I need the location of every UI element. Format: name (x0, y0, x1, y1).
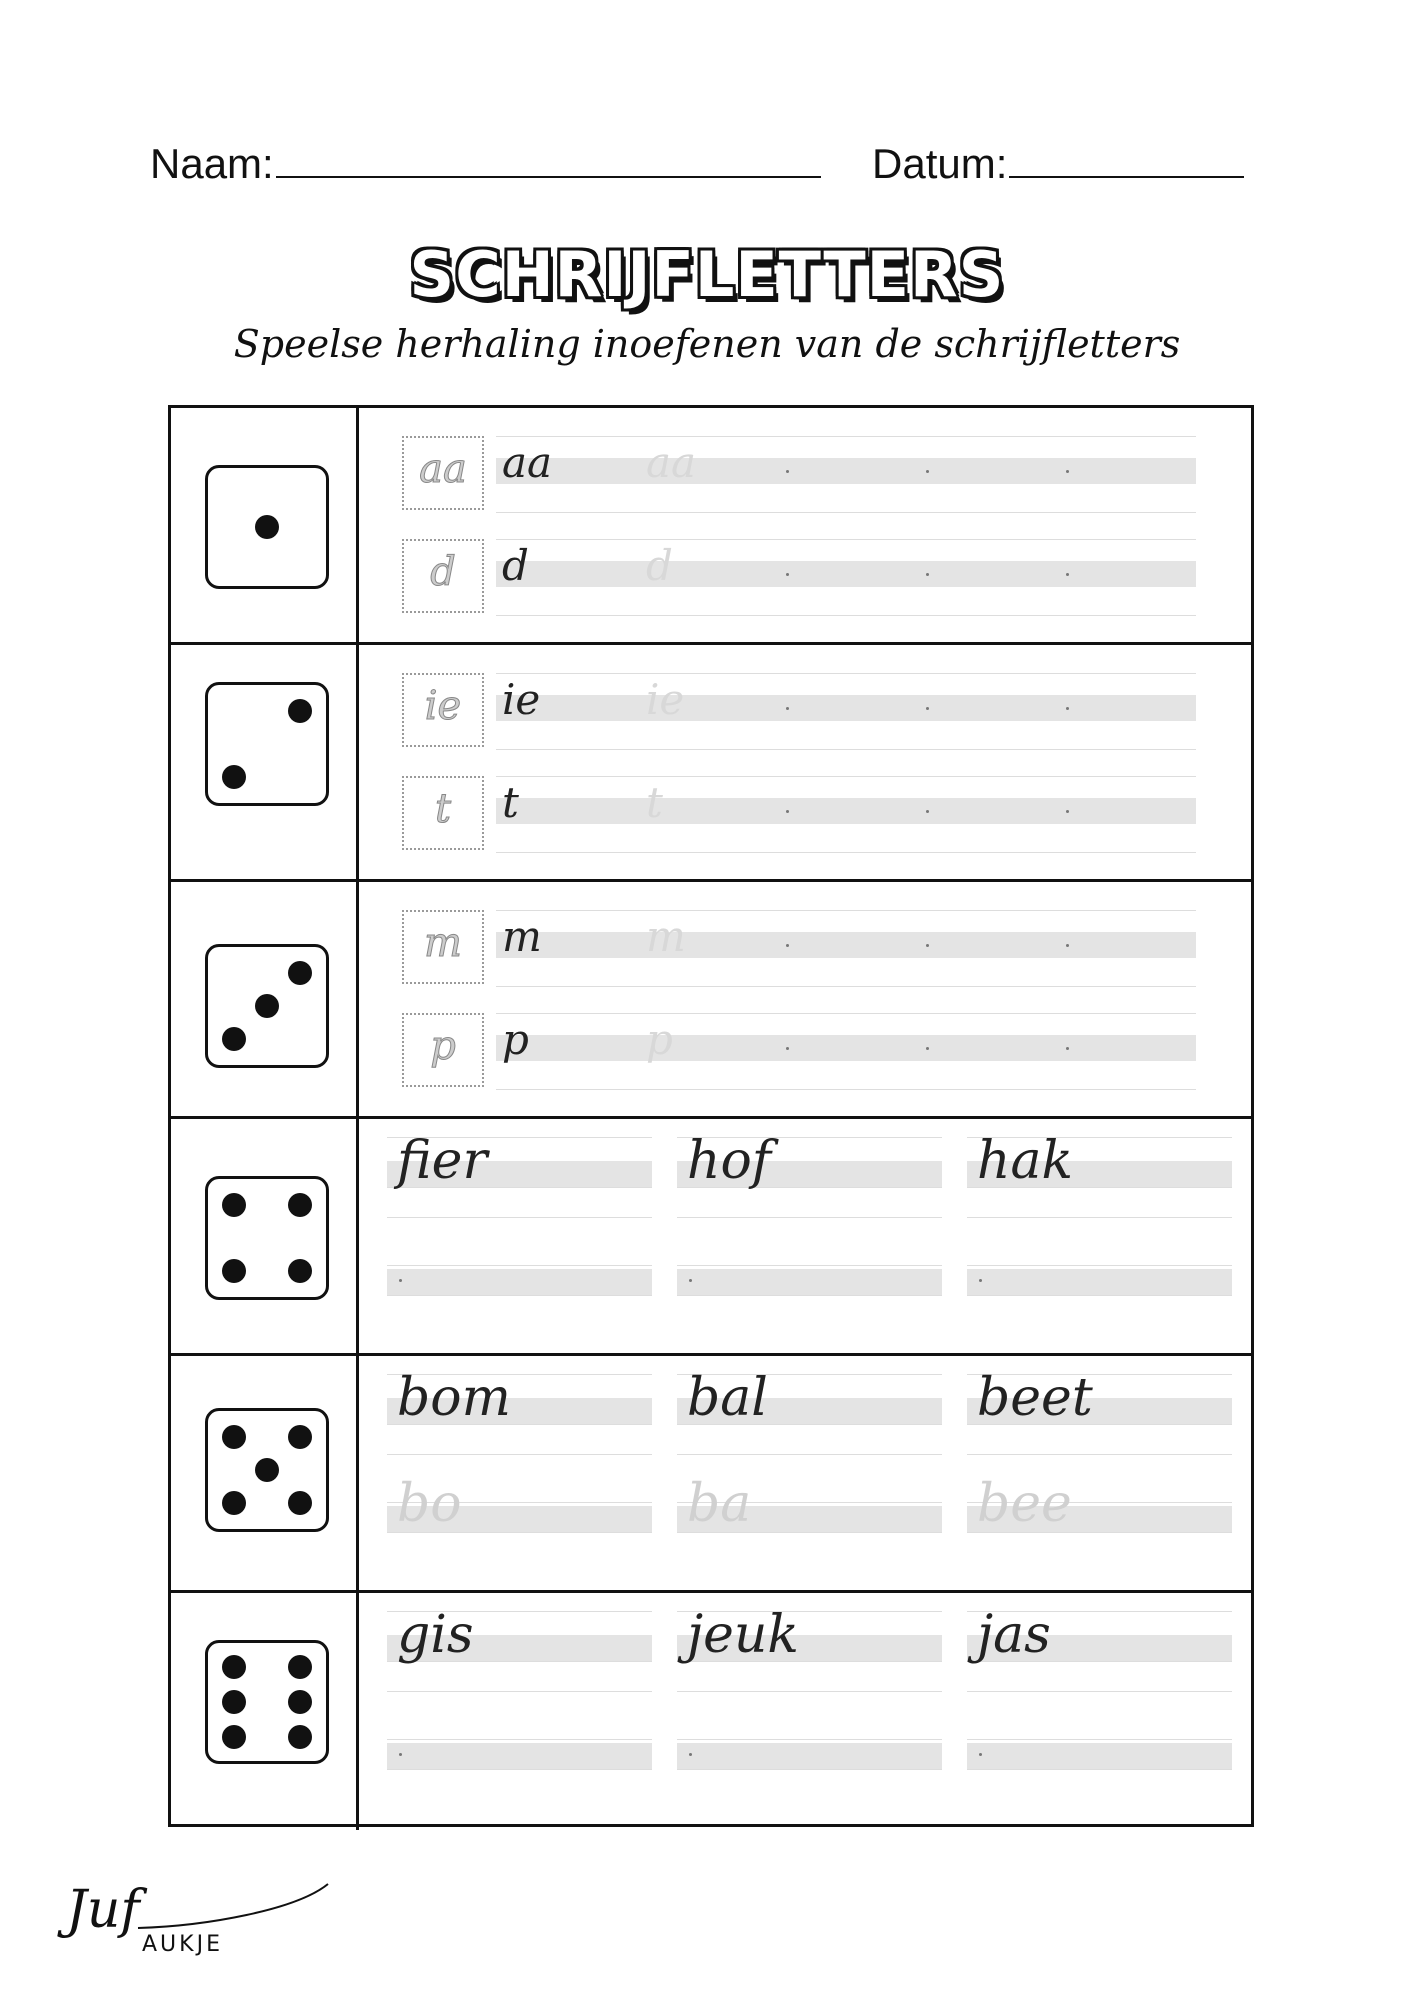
trace-word: ba (687, 1474, 752, 1534)
page-title: SCHRIJFLETTERS (409, 238, 1005, 311)
letter-sample: p (502, 1015, 529, 1064)
trace-word: bee (977, 1474, 1072, 1534)
die-pip (222, 1655, 246, 1679)
start-dot (1066, 1047, 1069, 1050)
writing-guide-line (496, 539, 1196, 540)
die-pip (288, 1259, 312, 1283)
word-practice-column[interactable] (967, 1368, 1232, 1584)
writing-guide-line (496, 932, 1196, 958)
writing-guide-line (496, 673, 1196, 674)
word-practice-column[interactable] (677, 1368, 942, 1584)
die-5-icon (205, 1408, 329, 1532)
letter-model: ie (424, 683, 462, 729)
letter-practice-line (402, 1013, 1222, 1113)
die-1-icon (205, 465, 329, 589)
word-practice-column[interactable] (677, 1605, 942, 1821)
writing-guide-line (496, 749, 1196, 750)
writing-guide-line (387, 1217, 652, 1218)
practice-word: bal (687, 1368, 768, 1428)
letter-sample: d (502, 541, 529, 590)
writing-guide-line (387, 1769, 652, 1770)
writing-guide-line (496, 910, 1196, 911)
letter-model-box (402, 539, 484, 613)
letter-practice-line (402, 436, 1222, 536)
writing-guide-line (967, 1739, 1232, 1740)
start-dot (786, 707, 789, 710)
practice-content (362, 645, 1251, 879)
writing-track[interactable] (496, 776, 1196, 856)
practice-grid (168, 405, 1254, 1827)
die-pip (222, 765, 246, 789)
start-dot (979, 1753, 982, 1756)
writing-guide-line (967, 1217, 1232, 1218)
die-pip (288, 1491, 312, 1515)
date-label: Datum: (872, 140, 1008, 187)
date-field[interactable] (872, 140, 1244, 188)
letter-trace: d (646, 541, 673, 590)
letter-model: d (430, 549, 456, 595)
word-practice-column[interactable] (967, 1605, 1232, 1821)
writing-guide-line (677, 1265, 942, 1266)
writing-guide-line (387, 1691, 652, 1692)
writing-guide-line (496, 1035, 1196, 1061)
practice-word: hak (977, 1131, 1074, 1191)
start-dot (786, 944, 789, 947)
die-pip (222, 1193, 246, 1217)
writing-track[interactable] (496, 1013, 1196, 1093)
writing-guide-line (967, 1691, 1232, 1692)
writing-band (677, 1743, 942, 1769)
practice-word: beet (977, 1368, 1093, 1428)
start-dot (1066, 573, 1069, 576)
letter-model: m (424, 920, 462, 966)
practice-row (171, 1119, 1251, 1356)
practice-word: jas (977, 1605, 1051, 1665)
start-dot (1066, 707, 1069, 710)
start-dot (399, 1753, 402, 1756)
writing-guide-line (677, 1454, 942, 1455)
word-practice-column[interactable] (967, 1131, 1232, 1347)
practice-row (171, 645, 1251, 882)
letter-trace: aa (646, 438, 697, 487)
die-pip (288, 961, 312, 985)
letter-sample: ie (502, 675, 541, 724)
start-dot (926, 707, 929, 710)
die-pip (222, 1425, 246, 1449)
die-pip (222, 1027, 246, 1051)
writing-guide-line (496, 695, 1196, 721)
start-dot (399, 1279, 402, 1282)
die-cell (171, 1593, 359, 1830)
logo-script: Juf (66, 1880, 140, 1940)
practice-word: hof (687, 1131, 772, 1191)
page-subtitle: Speelse herhaling inoefenen van de schrijfletters (233, 322, 1181, 366)
letter-model: t (434, 786, 452, 832)
start-dot (689, 1753, 692, 1756)
die-cell (171, 408, 359, 642)
name-field[interactable] (150, 140, 821, 188)
writing-guide-line (496, 1089, 1196, 1090)
writing-guide-line (387, 1295, 652, 1296)
start-dot (926, 573, 929, 576)
writing-track[interactable] (496, 539, 1196, 619)
writing-guide-line (677, 1217, 942, 1218)
die-cell (171, 645, 359, 879)
start-dot (1066, 810, 1069, 813)
letter-model: p (430, 1023, 456, 1069)
practice-word: fier (397, 1131, 488, 1191)
start-dot (786, 1047, 789, 1050)
practice-content (362, 882, 1251, 1116)
letter-model-box (402, 673, 484, 747)
practice-row (171, 408, 1251, 645)
letter-practice-line (402, 910, 1222, 1010)
writing-guide-line (677, 1739, 942, 1740)
practice-content (362, 1593, 1251, 1830)
die-pip (222, 1491, 246, 1515)
writing-guide-line (496, 512, 1196, 513)
die-pip (288, 699, 312, 723)
practice-content (362, 408, 1251, 642)
writing-guide-line (496, 776, 1196, 777)
writing-guide-line (496, 852, 1196, 853)
start-dot (786, 573, 789, 576)
writing-band (387, 1269, 652, 1295)
letter-trace: p (646, 1015, 673, 1064)
start-dot (926, 810, 929, 813)
writing-guide-line (967, 1454, 1232, 1455)
die-pip (222, 1725, 246, 1749)
word-practice-column[interactable] (387, 1368, 652, 1584)
start-dot (979, 1279, 982, 1282)
start-dot (1066, 944, 1069, 947)
writing-guide-line (496, 1013, 1196, 1014)
practice-row (171, 882, 1251, 1119)
die-cell (171, 1356, 359, 1590)
writing-guide-line (496, 561, 1196, 587)
start-dot (926, 470, 929, 473)
letter-model-box (402, 776, 484, 850)
writing-band (387, 1743, 652, 1769)
word-practice-column[interactable] (387, 1131, 652, 1347)
writing-guide-line (387, 1739, 652, 1740)
writing-band (967, 1269, 1232, 1295)
writing-guide-line (677, 1691, 942, 1692)
practice-word: gis (397, 1605, 474, 1665)
writing-track[interactable] (496, 910, 1196, 990)
writing-guide-line (677, 1295, 942, 1296)
writing-guide-line (496, 798, 1196, 824)
die-3-icon (205, 944, 329, 1068)
letter-practice-line (402, 776, 1222, 876)
writing-guide-line (496, 615, 1196, 616)
letter-practice-line (402, 673, 1222, 773)
die-pip (222, 1259, 246, 1283)
letter-model-box (402, 1013, 484, 1087)
logo-text: AUKJE (142, 1932, 223, 1957)
practice-word: jeuk (687, 1605, 799, 1665)
die-pip (288, 1690, 312, 1714)
letter-sample: m (502, 912, 542, 961)
start-dot (689, 1279, 692, 1282)
die-cell (171, 1119, 359, 1353)
letter-trace: ie (646, 675, 685, 724)
writing-band (967, 1743, 1232, 1769)
letter-model: aa (419, 446, 467, 492)
die-cell (171, 882, 359, 1116)
die-pip (255, 515, 279, 539)
start-dot (1066, 470, 1069, 473)
writing-guide-line (496, 986, 1196, 987)
date-line[interactable] (1009, 140, 1244, 178)
letter-sample: t (502, 778, 519, 827)
die-pip (255, 1458, 279, 1482)
writing-guide-line (496, 458, 1196, 484)
die-pip (222, 1690, 246, 1714)
start-dot (786, 810, 789, 813)
name-label: Naam: (150, 140, 274, 187)
die-pip (288, 1193, 312, 1217)
writing-guide-line (677, 1769, 942, 1770)
practice-row (171, 1593, 1251, 1830)
practice-content (362, 1119, 1251, 1353)
writing-guide-line (387, 1454, 652, 1455)
writing-guide-line (496, 436, 1196, 437)
letter-model-box (402, 910, 484, 984)
practice-word: bom (397, 1368, 511, 1428)
writing-band (677, 1269, 942, 1295)
start-dot (926, 1047, 929, 1050)
writing-track[interactable] (496, 436, 1196, 516)
die-pip (288, 1725, 312, 1749)
start-dot (786, 470, 789, 473)
die-pip (288, 1425, 312, 1449)
die-pip (255, 994, 279, 1018)
writing-track[interactable] (496, 673, 1196, 753)
word-practice-column[interactable] (387, 1605, 652, 1821)
die-pip (288, 1655, 312, 1679)
die-2-icon (205, 682, 329, 806)
trace-word: bo (397, 1474, 462, 1534)
letter-sample: aa (502, 438, 553, 487)
letter-trace: t (646, 778, 663, 827)
start-dot (926, 944, 929, 947)
logo (66, 1880, 346, 1970)
word-practice-column[interactable] (677, 1131, 942, 1347)
die-6-icon (205, 1640, 329, 1764)
letter-model-box (402, 436, 484, 510)
writing-guide-line (967, 1265, 1232, 1266)
writing-guide-line (967, 1295, 1232, 1296)
name-line[interactable] (276, 140, 821, 178)
header-fields (150, 140, 1250, 200)
writing-guide-line (387, 1265, 652, 1266)
writing-guide-line (967, 1769, 1232, 1770)
letter-practice-line (402, 539, 1222, 639)
die-4-icon (205, 1176, 329, 1300)
practice-content (362, 1356, 1251, 1590)
practice-row (171, 1356, 1251, 1593)
letter-trace: m (646, 912, 686, 961)
